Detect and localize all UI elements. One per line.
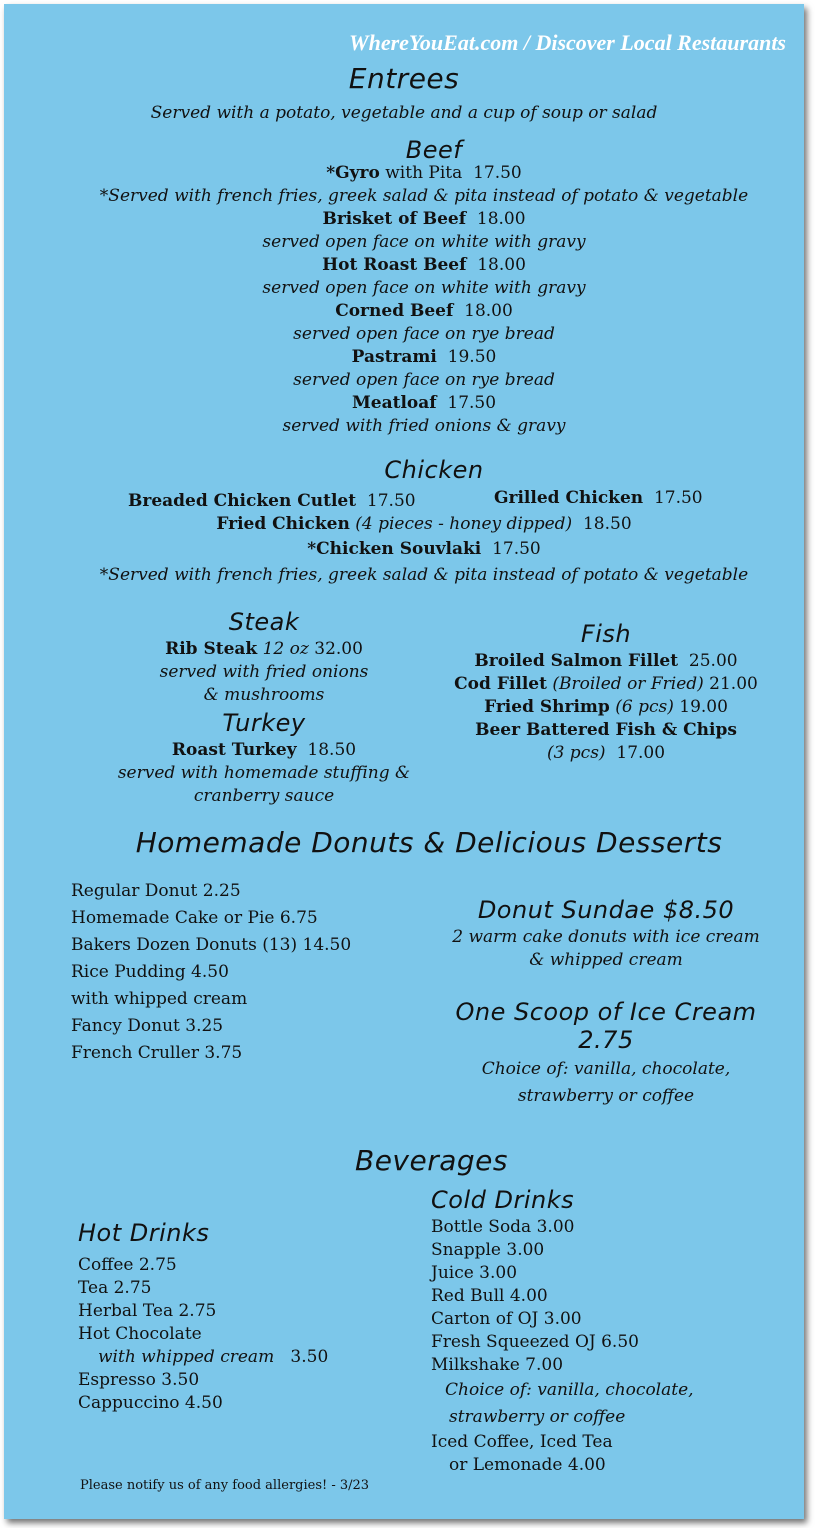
menu-item: Grilled Chicken 17.50	[494, 488, 703, 508]
drink-item: Fresh Squeezed OJ 6.50	[431, 1332, 639, 1352]
fish-column	[416, 618, 796, 765]
drink-item: Tea 2.75	[78, 1278, 152, 1298]
menu-item: Fried Chicken (4 pieces - honey dipped) 18.50	[216, 514, 632, 534]
menu-item: Roast Turkey 18.50	[171, 740, 357, 760]
dessert-item: Bakers Dozen Donuts (13) 14.50	[71, 935, 352, 955]
menu-item: *Chicken Souvlaki 17.50	[307, 539, 541, 559]
ice-cream-note: strawberry or coffee	[517, 1086, 695, 1106]
menu-item-note: served with homemade stuffing &	[117, 763, 411, 783]
menu-item-note: served open face on rye bread	[293, 370, 555, 390]
menu-item-note: cranberry sauce	[193, 786, 335, 806]
drink-item: Cappuccino 4.50	[78, 1393, 223, 1413]
desserts-list	[71, 878, 351, 1067]
beef-title: Beef	[405, 136, 463, 164]
ice-cream-price: 2.75	[578, 1026, 634, 1054]
drink-item: with whipped cream 3.50	[98, 1347, 329, 1367]
cold-drinks-column	[431, 1184, 694, 1477]
menu-item: Meatloaf 17.50	[351, 393, 497, 413]
drink-item: Coffee 2.75	[78, 1255, 177, 1275]
menu-item: Pastrami 19.50	[351, 347, 497, 367]
menu-item: Breaded Chicken Cutlet 17.50	[128, 491, 416, 511]
drink-item: Milkshake 7.00	[431, 1355, 564, 1375]
menu-page	[4, 4, 804, 1519]
menu-item-note: served with fried onions	[159, 662, 369, 682]
menu-item: Hot Roast Beef 18.00	[322, 255, 526, 275]
menu-item-note: served with fried onions & gravy	[282, 416, 566, 436]
menu-item-note: & mushrooms	[203, 685, 325, 705]
menu-item: Corned Beef 18.00	[335, 301, 513, 321]
drink-item: Herbal Tea 2.75	[78, 1301, 217, 1321]
drink-item: Bottle Soda 3.00	[431, 1217, 575, 1237]
drink-item: or Lemonade 4.00	[449, 1455, 606, 1475]
cold-drinks-title: Cold Drinks	[431, 1186, 575, 1214]
dessert-item: with whipped cream	[71, 989, 248, 1009]
ice-cream-block	[416, 998, 796, 1110]
menu-item-note: served open face on white with gravy	[262, 232, 586, 252]
dessert-item: Homemade Cake or Pie 6.75	[71, 908, 318, 928]
menu-item: Brisket of Beef 18.00	[322, 209, 526, 229]
chicken-title: Chicken	[384, 456, 484, 484]
allergy-footer: Please notify us of any food allergies! - 3/23	[80, 1478, 370, 1493]
dessert-item: Fancy Donut 3.25	[71, 1016, 224, 1036]
drink-item: Carton of OJ 3.00	[431, 1309, 582, 1329]
steak-title: Steak	[228, 608, 300, 636]
ice-cream-title: One Scoop of Ice Cream	[455, 998, 757, 1026]
drink-note: Choice of: vanilla, chocolate,	[445, 1380, 694, 1400]
dessert-item: Regular Donut 2.25	[71, 881, 241, 901]
drink-item: Iced Coffee, Iced Tea	[431, 1432, 613, 1452]
turkey-title: Turkey	[222, 709, 306, 737]
menu-item-note: *Served with french fries, greek salad & pita instead of potato & vegetable	[99, 565, 749, 585]
beef-list	[4, 162, 815, 438]
drink-item: Snapple 3.00	[431, 1240, 545, 1260]
drink-item: Espresso 3.50	[78, 1370, 200, 1390]
hot-drinks-column	[78, 1216, 328, 1415]
sundae-title: Donut Sundae $8.50	[477, 896, 735, 924]
fish-title: Fish	[580, 620, 632, 648]
menu-item: Fried Shrimp (6 pcs) 19.00	[484, 697, 728, 717]
hot-drinks-title: Hot Drinks	[78, 1219, 210, 1247]
entrees-title: Entrees	[348, 62, 460, 95]
drink-note: strawberry or coffee	[449, 1407, 626, 1427]
sundae-note: & whipped cream	[529, 950, 683, 970]
dessert-item: Rice Pudding 4.50	[71, 962, 229, 982]
entrees-subtitle: Served with a potato, vegetable and a cup of soup or salad	[150, 103, 658, 123]
drink-item: Red Bull 4.00	[431, 1286, 548, 1306]
menu-item: Broiled Salmon Fillet 25.00	[474, 651, 738, 671]
menu-item: Beer Battered Fish & Chips	[475, 720, 737, 740]
ice-cream-note: Choice of: vanilla, chocolate,	[481, 1059, 731, 1079]
drink-item: Hot Chocolate	[78, 1324, 202, 1344]
menu-item-note: served open face on rye bread	[293, 324, 555, 344]
menu-item: (3 pcs) 17.00	[546, 743, 666, 763]
site-watermark: WhereYouEat.com / Discover Local Restaurants	[349, 30, 786, 55]
sundae-block	[416, 894, 796, 972]
menu-item-note: *Served with french fries, greek salad & pita instead of potato & vegetable	[99, 186, 749, 206]
menu-item: Rib Steak 12 oz 32.00	[165, 639, 363, 659]
drink-item: Juice 3.00	[431, 1263, 518, 1283]
dessert-item: French Cruller 3.75	[71, 1043, 243, 1063]
menu-item: Cod Fillet (Broiled or Fried) 21.00	[454, 674, 758, 694]
sundae-note: 2 warm cake donuts with ice cream	[452, 927, 760, 947]
steak-turkey-column	[74, 606, 454, 808]
menu-item-note: served open face on white with gravy	[262, 278, 586, 298]
menu-item: *Gyro with Pita 17.50	[326, 163, 522, 183]
beverages-title: Beverages	[355, 1144, 508, 1177]
desserts-title: Homemade Donuts & Delicious Desserts	[135, 826, 723, 859]
